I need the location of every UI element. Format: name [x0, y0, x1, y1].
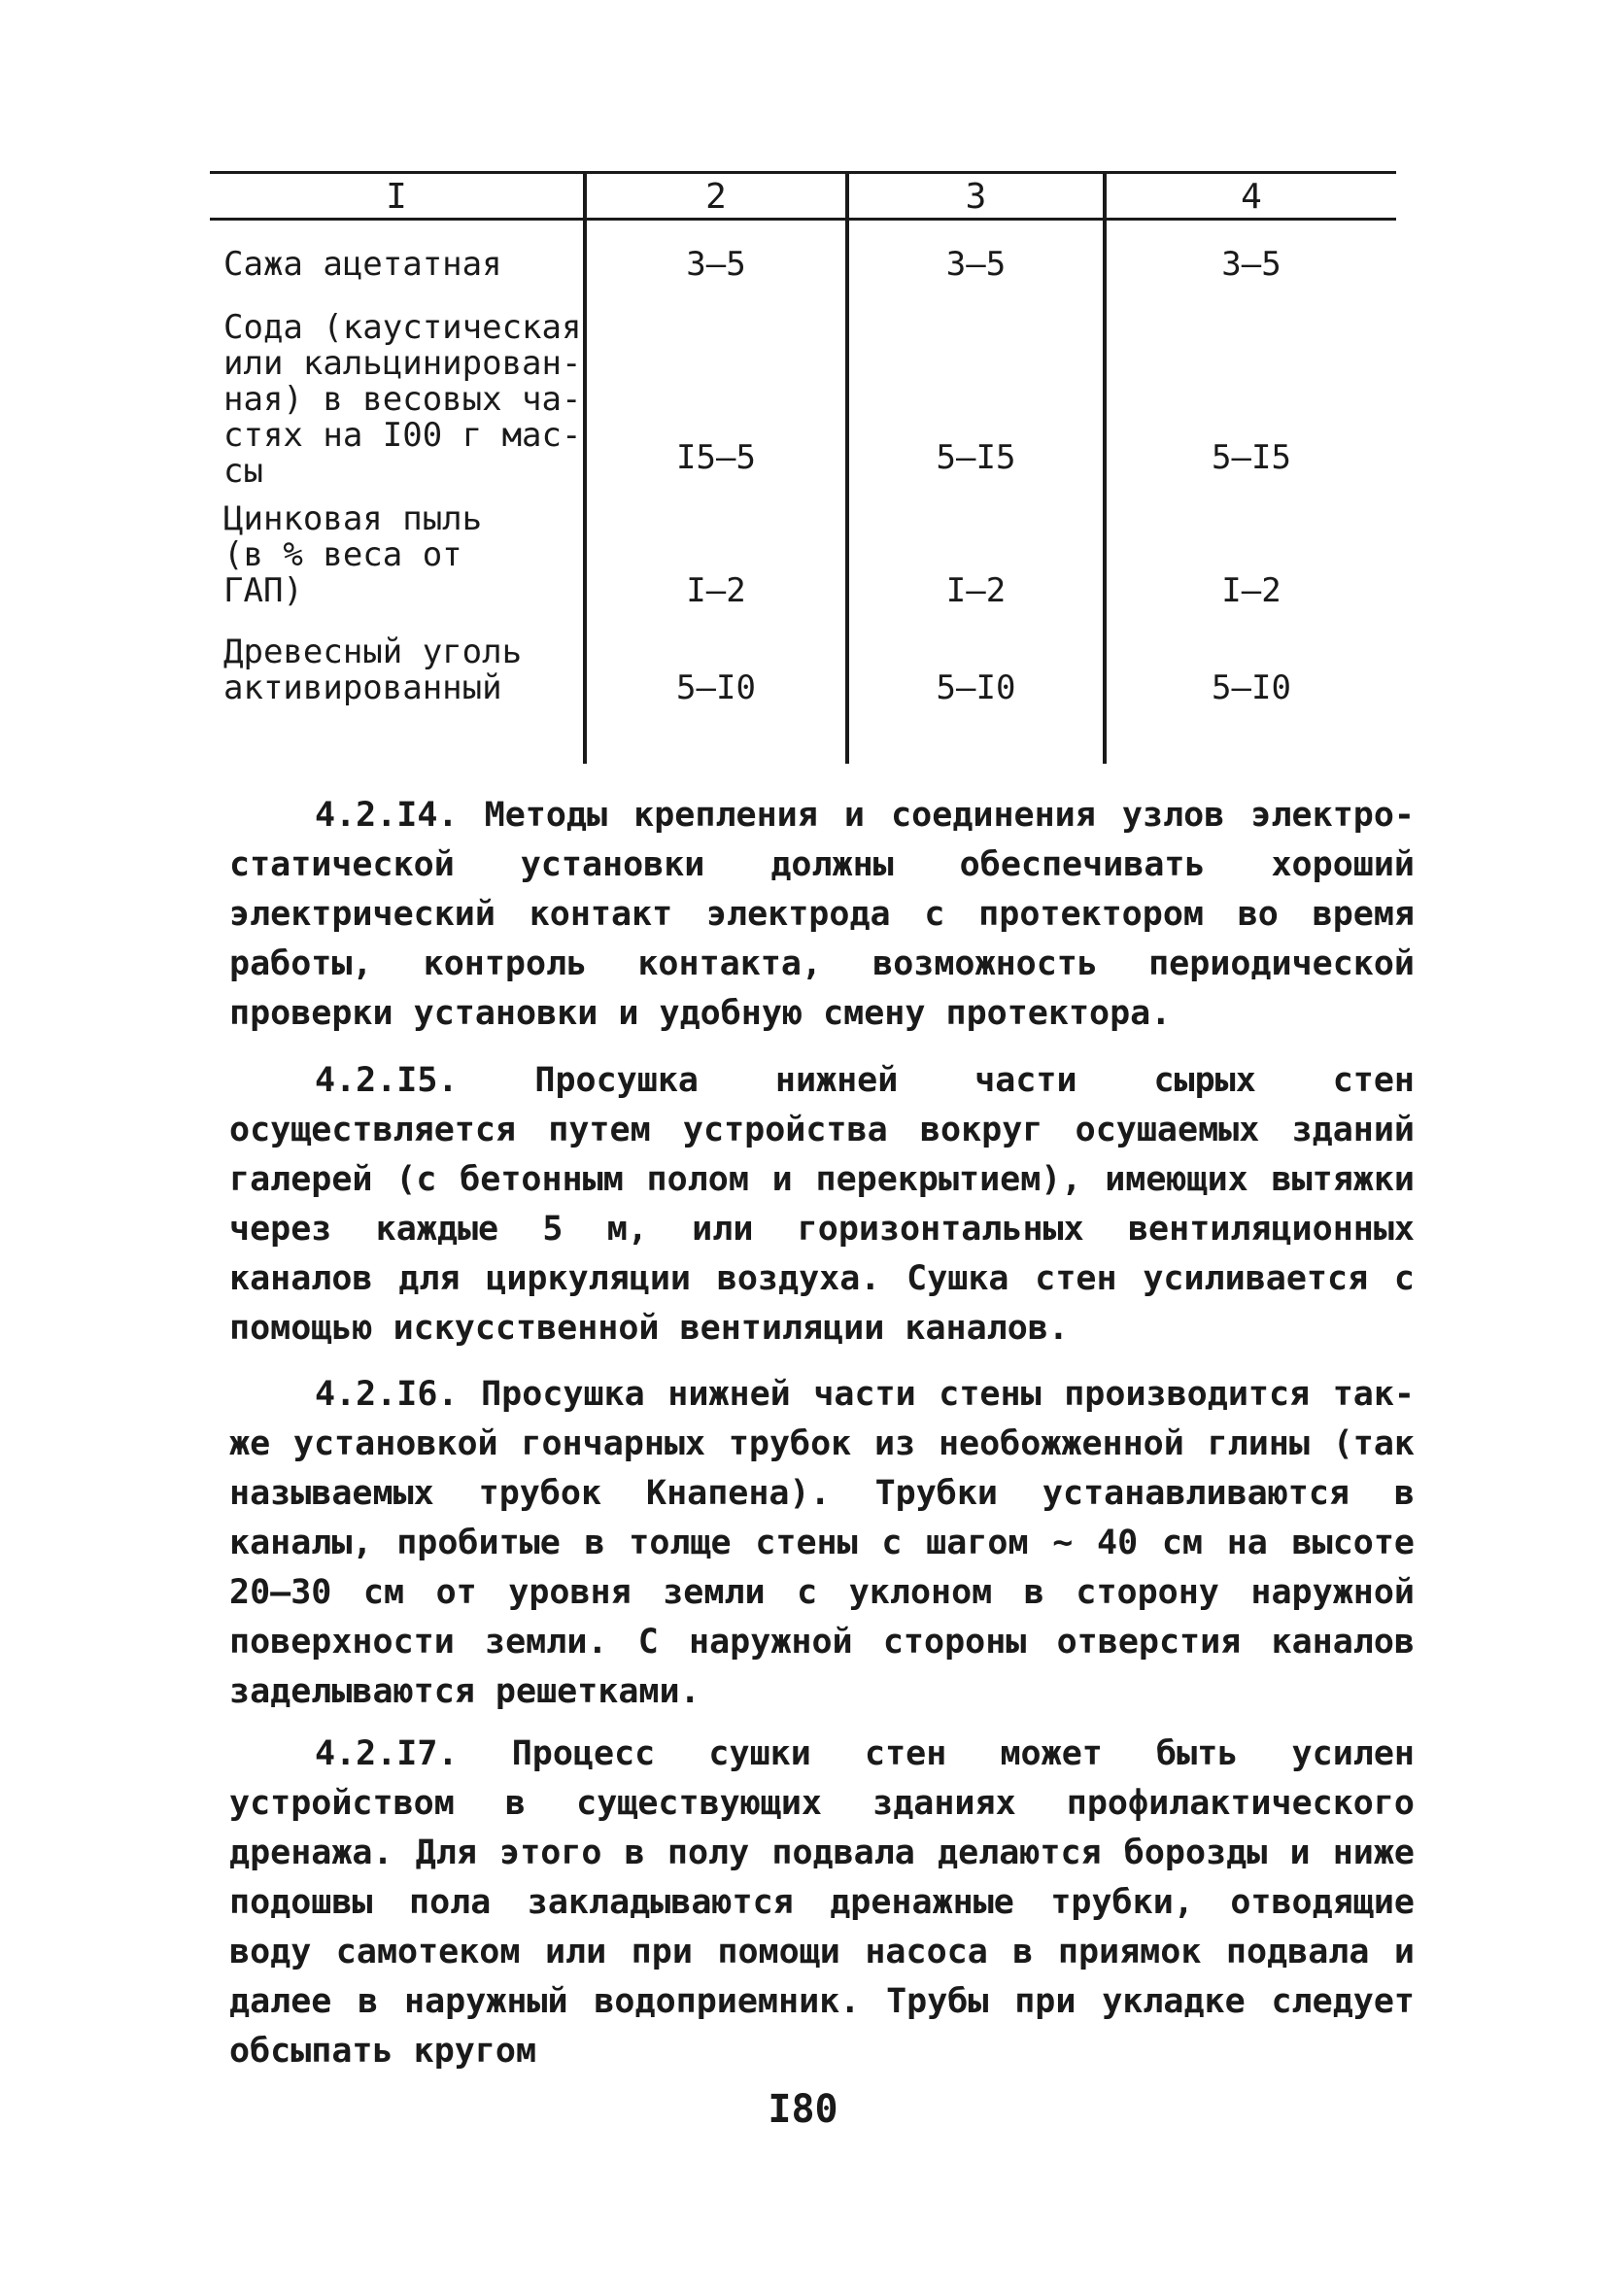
table-header-col-2: 2	[705, 177, 727, 217]
row-2-col-4: 5–I5	[1212, 438, 1291, 477]
table-header-col-3: 3	[965, 177, 987, 217]
row-3-material: Цинковая пыль (в % веса от ГАП)	[223, 499, 483, 610]
paragraph-4-2-15: 4.2.I5. Просушка нижней части сырых стен осуществляется путем устройства вокруг осушаемых зданий галерей (с бетонным полом и перекрытием), имеющих вытяжки через каждые 5 м, или горизонтальных вентиляционных каналов для циркуляции воздуха. Сушка стен усиливается с помощью искусственной вентиляции каналов.	[229, 1061, 1415, 1348]
table-header-col-4: 4	[1241, 177, 1262, 217]
row-4-col-3: 5–I0	[936, 668, 1016, 707]
row-3-col-3: I–2	[945, 571, 1007, 610]
row-3-col-4: I–2	[1221, 571, 1281, 610]
composition-table	[210, 171, 1396, 764]
row-2-col-2: I5–5	[676, 438, 756, 477]
row-4-col-4: 5–I0	[1212, 668, 1291, 707]
paragraph-4-2-17: 4.2.I7. Процесс сушки стен может быть усилен устройством в существующих зданиях профилактического дренажа. Для этого в полу подвала делаются борозды и ниже подошвы пола закладываются дренажные трубки, отводящие воду самотеком или при помощи насоса в приямок подвала и далее в наружный водоприемник. Трубы при укладке следует обсыпать кругом	[229, 1734, 1415, 2071]
paragraph-4-2-14: 4.2.I4. Методы крепления и соединения узлов электростатической установки должны обеспечивать хороший электрический контакт электрода с протектором во время работы, контроль контакта, возможность периодической проверки установки и удобную смену протектора.	[229, 796, 1415, 1033]
page-number: I80	[768, 2087, 838, 2132]
table-header-rule	[210, 218, 1396, 221]
row-1-col-4: 3–5	[1221, 245, 1281, 284]
row-2-material: Сода (каустическая или кальцинирован- ная) в весовых ча- стях на I00 г мас- сы	[223, 308, 582, 491]
row-1-col-3: 3–5	[945, 245, 1007, 284]
paragraph-4-2-16: 4.2.I6. Просушка нижней части стены производится также установкой гончарных трубок из необожженной глины (так называемых трубок Кнапена). Трубки устанавливаются в каналы, пробитые в толще стены с шагом ~ 40 см на высоте 20–30 см от уровня земли с уклоном в сторону наружной поверхности земли. С наружной стороны отверстия каналов заделываются решетками.	[229, 1375, 1415, 1711]
row-4-material: Древесный уголь активированный	[223, 633, 523, 707]
row-3-col-2: I–2	[686, 571, 746, 610]
row-1-material: Сажа ацетатная	[223, 245, 502, 284]
row-1-col-2: 3–5	[686, 245, 746, 284]
row-4-col-2: 5–I0	[676, 668, 756, 707]
row-2-col-3: 5–I5	[936, 438, 1016, 477]
table-header-col-1: I	[386, 177, 407, 217]
table-top-rule	[210, 171, 1396, 174]
